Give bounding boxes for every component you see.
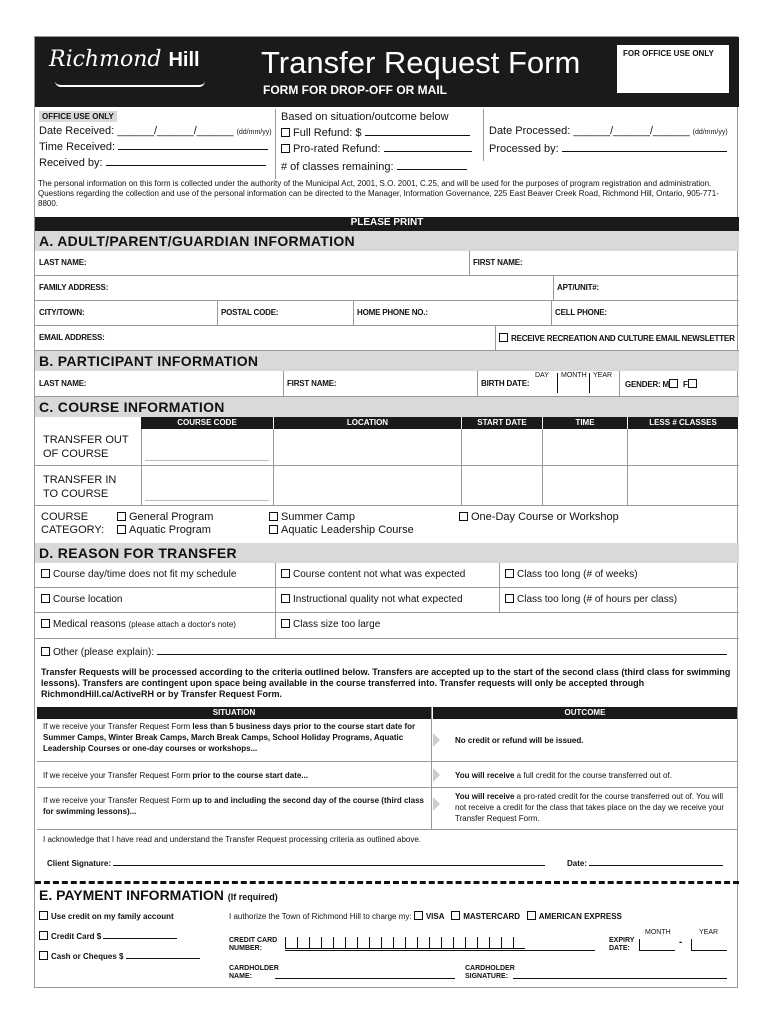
course-category-label bbox=[41, 511, 104, 537]
full-refund-field[interactable] bbox=[281, 127, 470, 139]
section-a-row-1 bbox=[35, 251, 739, 276]
category-one-day[interactable] bbox=[459, 511, 619, 523]
office-divider-1 bbox=[275, 109, 276, 179]
outcome-1: No credit or refund will be issued. bbox=[455, 736, 584, 745]
newsletter-label: RECEIVE RECREATION AND CULTURE EMAIL NEWSLETTER bbox=[511, 334, 735, 343]
outcome-3-detail: a pro-rated credit for the course transferred out of. You will not receive a credit for the class that takes place on the day we receive your Transfer Request Form. bbox=[455, 792, 725, 823]
arrow-icon bbox=[433, 733, 440, 747]
full-refund-label: Full Refund: $ bbox=[293, 127, 362, 139]
expiry-label bbox=[609, 937, 634, 953]
row-divider bbox=[469, 251, 470, 276]
digit-box bbox=[381, 937, 393, 949]
reason-class-size[interactable] bbox=[281, 619, 380, 630]
privacy-notice: The personal information on this form is collected under the authority of the Municipal Act, 2001, S.O. 2001, C.25, and will be used for the purposes of program registration and administration. Questions regarding the collection and use of the personal information can be directed to the Manager, Information Governance, 225 East Beaver Creek Road, Richmond Hill, Ontario, 905-771-8800. bbox=[38, 179, 719, 208]
section-e-if-required: (If required) bbox=[227, 892, 278, 902]
gender-label: GENDER: M bbox=[625, 380, 669, 389]
outcome-2-detail: a full credit for the course transferred out of. bbox=[514, 771, 672, 780]
expiry-year-hint: YEAR bbox=[699, 929, 719, 936]
reason-medical-label: Medical reasons bbox=[53, 619, 126, 630]
client-signature-label: Client Signature: bbox=[47, 859, 112, 868]
form-subtitle: FORM FOR DROP-OFF OR MAIL bbox=[263, 83, 447, 97]
prorated-refund-field[interactable] bbox=[281, 143, 472, 155]
situation-col-divider bbox=[431, 707, 432, 829]
situation-divider bbox=[37, 787, 737, 788]
outcome-3-lead: You will receive bbox=[455, 792, 515, 801]
reason-schedule-label: Course day/time does not fit my schedule bbox=[53, 569, 237, 580]
client-signature-field[interactable] bbox=[47, 859, 545, 868]
reason-hours-checkbox[interactable] bbox=[505, 594, 514, 603]
gender-male-checkbox[interactable] bbox=[669, 379, 678, 388]
cash-cheques-option[interactable] bbox=[39, 951, 200, 961]
time-received-label: Time Received: bbox=[39, 141, 116, 153]
use-credit-option[interactable] bbox=[39, 911, 174, 921]
reason-hours-label: Class too long (# of hours per class) bbox=[517, 594, 678, 605]
reason-row-divider bbox=[35, 587, 739, 588]
section-b-heading: B. PARTICIPANT INFORMATION bbox=[35, 351, 739, 371]
date-format-hint-2: (dd/mm/yy) bbox=[692, 129, 728, 136]
situation-2-detail: prior to the course start date... bbox=[192, 771, 308, 780]
col-location: LOCATION bbox=[274, 417, 461, 429]
office-divider-2 bbox=[483, 109, 484, 161]
digit-box bbox=[441, 937, 453, 949]
outcome-2 bbox=[455, 770, 739, 781]
section-b-row bbox=[35, 371, 739, 397]
client-date-line[interactable] bbox=[589, 865, 723, 866]
reason-medical-checkbox[interactable] bbox=[41, 619, 50, 628]
reason-other[interactable] bbox=[41, 647, 727, 658]
participant-first-name-label: FIRST NAME: bbox=[287, 379, 337, 388]
digit-box bbox=[345, 937, 357, 949]
date-processed-label: Date Processed: ______/______/______ bbox=[489, 125, 690, 137]
arrow-icon bbox=[433, 797, 440, 811]
digit-box bbox=[489, 937, 501, 949]
category-summer-camp-checkbox[interactable] bbox=[269, 512, 278, 521]
office-use-label-2: OFFICE USE ONLY bbox=[39, 111, 117, 122]
course-col-divider bbox=[141, 429, 142, 505]
please-print-banner: PLEASE PRINT bbox=[35, 217, 739, 231]
reason-weeks-label: Class too long (# of weeks) bbox=[517, 569, 638, 580]
row-divider bbox=[553, 276, 554, 301]
reason-instruction-label: Instructional quality not what expected bbox=[293, 594, 463, 605]
reason-medical[interactable] bbox=[41, 619, 236, 630]
cell-phone-label: CELL PHONE: bbox=[555, 308, 607, 317]
date-processed-field[interactable] bbox=[489, 125, 728, 137]
transfer-in-label: TRANSFER IN TO COURSE bbox=[43, 474, 117, 500]
digit-box bbox=[417, 937, 429, 949]
transfer-in-code-input[interactable] bbox=[145, 487, 269, 501]
newsletter-checkbox[interactable] bbox=[499, 333, 508, 342]
office-use-label: FOR OFFICE USE ONLY bbox=[623, 49, 714, 58]
reason-hours[interactable] bbox=[505, 594, 677, 605]
reason-row-divider bbox=[35, 638, 739, 639]
gender-field bbox=[625, 379, 700, 389]
digit-box bbox=[321, 937, 333, 949]
newsletter-option[interactable] bbox=[499, 333, 735, 343]
processed-by-line[interactable] bbox=[562, 151, 727, 152]
birth-day-hint: DAY bbox=[535, 372, 549, 379]
arrow-icon bbox=[433, 768, 440, 782]
processed-by-field[interactable] bbox=[489, 143, 727, 155]
home-phone-label: HOME PHONE NO.: bbox=[357, 308, 428, 317]
received-by-line[interactable] bbox=[106, 165, 266, 166]
course-category-label-2: CATEGORY: bbox=[41, 524, 105, 536]
category-one-day-label: One-Day Course or Workshop bbox=[471, 511, 619, 523]
participant-last-name-label: LAST NAME: bbox=[39, 379, 87, 388]
authorize-label: I authorize the Town of Richmond Hill to charge my: bbox=[229, 912, 412, 921]
digit-box bbox=[465, 937, 477, 949]
reason-class-size-label: Class size too large bbox=[293, 619, 381, 630]
digit-box bbox=[393, 937, 405, 949]
expiry-month-input[interactable] bbox=[639, 939, 675, 951]
use-credit-label: Use credit on my family account bbox=[51, 912, 174, 921]
digit-box bbox=[501, 937, 513, 949]
birth-date-label: BIRTH DATE: bbox=[481, 379, 530, 388]
category-aquatic-checkbox[interactable] bbox=[117, 525, 126, 534]
category-summer-camp-label: Summer Camp bbox=[281, 511, 355, 523]
situation-divider bbox=[37, 761, 737, 762]
expiry-month-hint: MONTH bbox=[645, 929, 671, 936]
situation-3 bbox=[43, 795, 427, 817]
section-d-heading: D. REASON FOR TRANSFER bbox=[35, 543, 739, 563]
reason-location-label: Course location bbox=[53, 594, 123, 605]
city-town-label: CITY/TOWN: bbox=[39, 308, 85, 317]
reason-schedule[interactable] bbox=[41, 569, 236, 580]
date-format-hint: (dd/mm/yy) bbox=[236, 129, 272, 136]
reason-location-checkbox[interactable] bbox=[41, 594, 50, 603]
form-title: Transfer Request Form bbox=[261, 45, 581, 80]
classes-remaining-line[interactable] bbox=[397, 169, 467, 170]
credit-card-label: Credit Card $ bbox=[51, 932, 102, 941]
cash-cheques-label: Cash or Cheques $ bbox=[51, 952, 124, 961]
date-received-label: Date Received: ______/______/______ bbox=[39, 125, 234, 137]
row-divider bbox=[551, 301, 552, 326]
transfer-request-form bbox=[34, 36, 738, 988]
credit-card-amount-line[interactable] bbox=[103, 938, 177, 939]
transfer-criteria: Transfer Requests will be processed according to the criteria outlined below. Transfers are accepted up to the start of the second class (third class for swimming lessons). Transfers are contingent upon space being available in the course transferred into. Transfer requests will only be accepted through RichmondHill.ca/ActiveRH or by Transfer Request Form. bbox=[41, 667, 731, 699]
digit-box bbox=[297, 937, 309, 949]
amex-checkbox[interactable] bbox=[527, 911, 536, 920]
logo-hill-text: Hill bbox=[168, 49, 200, 71]
gender-female-checkbox[interactable] bbox=[688, 379, 697, 388]
family-address-label: FAMILY ADDRESS: bbox=[39, 283, 109, 292]
section-a-row-2 bbox=[35, 276, 739, 301]
cardholder-signature-label-1: CARDHOLDER bbox=[465, 965, 515, 972]
acknowledgement-text: I acknowledge that I have read and understand the Transfer Request processing criteria as outlined above. bbox=[43, 835, 422, 844]
reason-row-divider bbox=[35, 612, 739, 613]
reason-other-checkbox[interactable] bbox=[41, 647, 50, 656]
col-start-date: START DATE bbox=[462, 417, 542, 429]
reason-other-label: Other (please explain): bbox=[53, 647, 155, 658]
expiry-label-2: DATE: bbox=[609, 945, 630, 952]
row-divider bbox=[477, 371, 478, 397]
credit-card-checkbox[interactable] bbox=[39, 931, 48, 940]
card-number-label bbox=[229, 937, 277, 953]
time-received-field[interactable] bbox=[39, 141, 268, 153]
course-col-divider bbox=[542, 429, 543, 505]
row-divider bbox=[353, 301, 354, 326]
client-date-label: Date: bbox=[567, 859, 588, 868]
col-course-code: COURSE CODE bbox=[141, 417, 273, 429]
digit-box bbox=[405, 937, 417, 949]
digit-box bbox=[477, 937, 489, 949]
office-use-box bbox=[617, 45, 729, 93]
expiry-dash: - bbox=[679, 937, 683, 948]
birth-date-sep bbox=[557, 373, 558, 393]
prorated-refund-checkbox[interactable] bbox=[281, 144, 290, 153]
birth-month-hint: MONTH bbox=[561, 372, 587, 379]
reason-col-divider bbox=[275, 563, 276, 638]
reason-class-size-checkbox[interactable] bbox=[281, 619, 290, 628]
prorated-refund-line[interactable] bbox=[384, 151, 472, 152]
category-aquatic-label: Aquatic Program bbox=[129, 524, 211, 536]
classes-remaining-label: # of classes remaining: bbox=[281, 161, 394, 173]
cardholder-name-label bbox=[229, 965, 279, 981]
gender-female-label: F bbox=[683, 380, 688, 389]
outcome-3 bbox=[455, 791, 735, 824]
category-general-checkbox[interactable] bbox=[117, 512, 126, 521]
category-one-day-checkbox[interactable] bbox=[459, 512, 468, 521]
logo-text: Richmond bbox=[49, 47, 162, 72]
reason-content[interactable] bbox=[281, 569, 465, 580]
reason-other-line[interactable] bbox=[157, 654, 727, 655]
col-time: TIME bbox=[543, 417, 627, 429]
digit-box bbox=[453, 937, 465, 949]
prorated-refund-label: Pro-rated Refund: bbox=[293, 143, 381, 155]
reason-instruction[interactable] bbox=[281, 594, 463, 605]
digit-box bbox=[309, 937, 321, 949]
use-credit-checkbox[interactable] bbox=[39, 911, 48, 920]
course-col-divider bbox=[461, 429, 462, 505]
cardholder-name-label-2: NAME: bbox=[229, 973, 252, 980]
row-divider bbox=[283, 371, 284, 397]
section-a-heading: A. ADULT/PARENT/GUARDIAN INFORMATION bbox=[35, 231, 739, 251]
visa-label: VISA bbox=[425, 912, 445, 921]
postal-code-label: POSTAL CODE: bbox=[221, 308, 279, 317]
digit-box bbox=[357, 937, 369, 949]
category-aquatic-leadership-label: Aquatic Leadership Course bbox=[281, 524, 414, 536]
reason-content-checkbox[interactable] bbox=[281, 569, 290, 578]
digit-box bbox=[285, 937, 297, 949]
situation-2-lead: If we receive your Transfer Request Form bbox=[43, 771, 193, 780]
category-aquatic[interactable] bbox=[117, 524, 211, 536]
course-col-divider bbox=[627, 429, 628, 505]
parent-last-name-label: LAST NAME: bbox=[39, 258, 87, 267]
full-refund-line[interactable] bbox=[365, 135, 470, 136]
reason-content-label: Course content not what was expected bbox=[293, 569, 466, 580]
situation-header: SITUATION bbox=[37, 707, 431, 719]
client-signature-line[interactable] bbox=[113, 865, 545, 866]
transfer-out-code-input[interactable] bbox=[145, 447, 269, 461]
reason-location[interactable] bbox=[41, 594, 122, 605]
reason-weeks-checkbox[interactable] bbox=[505, 569, 514, 578]
col-less-classes: LESS # CLASSES bbox=[628, 417, 738, 429]
apt-unit-label: APT/UNIT#: bbox=[557, 283, 600, 292]
transfer-out-label: TRANSFER OUT OF COURSE bbox=[43, 434, 129, 460]
section-e-title: E. PAYMENT INFORMATION bbox=[39, 887, 224, 903]
situation-3-detail: up to and including the second day of the course (third class for swimming lessons)... bbox=[43, 796, 424, 816]
date-received-field[interactable] bbox=[39, 125, 272, 137]
digit-box bbox=[513, 937, 525, 949]
mastercard-checkbox[interactable] bbox=[451, 911, 460, 920]
situation-1 bbox=[43, 721, 427, 754]
cardholder-name-input[interactable] bbox=[275, 971, 455, 979]
situation-3-lead: If we receive your Transfer Request Form bbox=[43, 796, 193, 805]
logo-swoosh bbox=[55, 81, 205, 87]
card-number-label-1: CREDIT CARD bbox=[229, 937, 278, 944]
situation-2 bbox=[43, 770, 427, 781]
cash-cheques-amount-line[interactable] bbox=[126, 958, 200, 959]
section-a-row-3 bbox=[35, 301, 739, 326]
cardholder-signature-input[interactable] bbox=[513, 971, 727, 979]
birth-year-hint: YEAR bbox=[593, 372, 613, 379]
outcome-2-lead: You will receive bbox=[455, 771, 515, 780]
received-by-label: Received by: bbox=[39, 157, 103, 169]
section-a-row-4 bbox=[35, 326, 739, 351]
based-on-label: Based on situation/outcome below bbox=[281, 111, 449, 123]
classes-remaining-field[interactable] bbox=[281, 161, 467, 173]
situation-divider bbox=[37, 829, 737, 830]
authorize-charge bbox=[229, 911, 622, 921]
cardholder-name-label-1: CARDHOLDER bbox=[229, 965, 279, 972]
email-label: EMAIL ADDRESS: bbox=[39, 333, 105, 342]
row-divider bbox=[217, 301, 218, 326]
expiry-year-input[interactable] bbox=[691, 939, 727, 951]
card-number-label-2: NUMBER: bbox=[229, 945, 263, 952]
digit-box bbox=[369, 937, 381, 949]
cardholder-signature-label bbox=[465, 965, 515, 981]
category-summer-camp[interactable] bbox=[269, 511, 355, 523]
credit-card-option[interactable] bbox=[39, 931, 177, 941]
row-divider bbox=[619, 371, 620, 397]
category-aquatic-leadership-checkbox[interactable] bbox=[269, 525, 278, 534]
digit-box bbox=[333, 937, 345, 949]
reason-schedule-checkbox[interactable] bbox=[41, 569, 50, 578]
situation-1-lead: If we receive your Transfer Request Form bbox=[43, 722, 193, 731]
reason-medical-note: (please attach a doctor's note) bbox=[128, 620, 236, 629]
row-divider bbox=[495, 326, 496, 351]
time-received-line[interactable] bbox=[118, 149, 268, 150]
visa-checkbox[interactable] bbox=[414, 911, 423, 920]
course-row-divider bbox=[35, 505, 739, 506]
cardholder-signature-label-2: SIGNATURE: bbox=[465, 973, 509, 980]
cut-line bbox=[35, 881, 739, 884]
mastercard-label: MASTERCARD bbox=[463, 912, 521, 921]
reason-weeks[interactable] bbox=[505, 569, 638, 580]
course-col-divider bbox=[273, 429, 274, 505]
category-aquatic-leadership[interactable] bbox=[269, 524, 414, 536]
reason-col-divider bbox=[499, 563, 500, 613]
digit-box bbox=[429, 937, 441, 949]
full-refund-checkbox[interactable] bbox=[281, 128, 290, 137]
outcome-header: OUTCOME bbox=[433, 707, 737, 719]
client-date-field[interactable] bbox=[567, 859, 723, 868]
situation-1-detail: less than 5 business days prior to the course start date for Summer Camps, Winter Break Camps, March Break Camps, School Holiday Programs, Aquatic Leadership Courses or one-day courses or workshops... bbox=[43, 722, 416, 753]
cash-cheques-checkbox[interactable] bbox=[39, 951, 48, 960]
parent-first-name-label: FIRST NAME: bbox=[473, 258, 523, 267]
section-c-heading: C. COURSE INFORMATION bbox=[35, 397, 739, 417]
course-category-label-1: COURSE bbox=[41, 511, 89, 523]
reason-instruction-checkbox[interactable] bbox=[281, 594, 290, 603]
received-by-field[interactable] bbox=[39, 157, 266, 169]
category-general[interactable] bbox=[117, 511, 213, 523]
card-number-input[interactable] bbox=[285, 937, 595, 951]
birth-date-sep bbox=[589, 373, 590, 393]
category-general-label: General Program bbox=[129, 511, 214, 523]
section-e-heading bbox=[39, 887, 278, 903]
form-header bbox=[35, 37, 739, 107]
amex-label: AMERICAN EXPRESS bbox=[538, 912, 622, 921]
richmond-hill-logo bbox=[49, 47, 200, 72]
expiry-label-1: EXPIRY bbox=[609, 937, 635, 944]
processed-by-label: Processed by: bbox=[489, 143, 559, 155]
